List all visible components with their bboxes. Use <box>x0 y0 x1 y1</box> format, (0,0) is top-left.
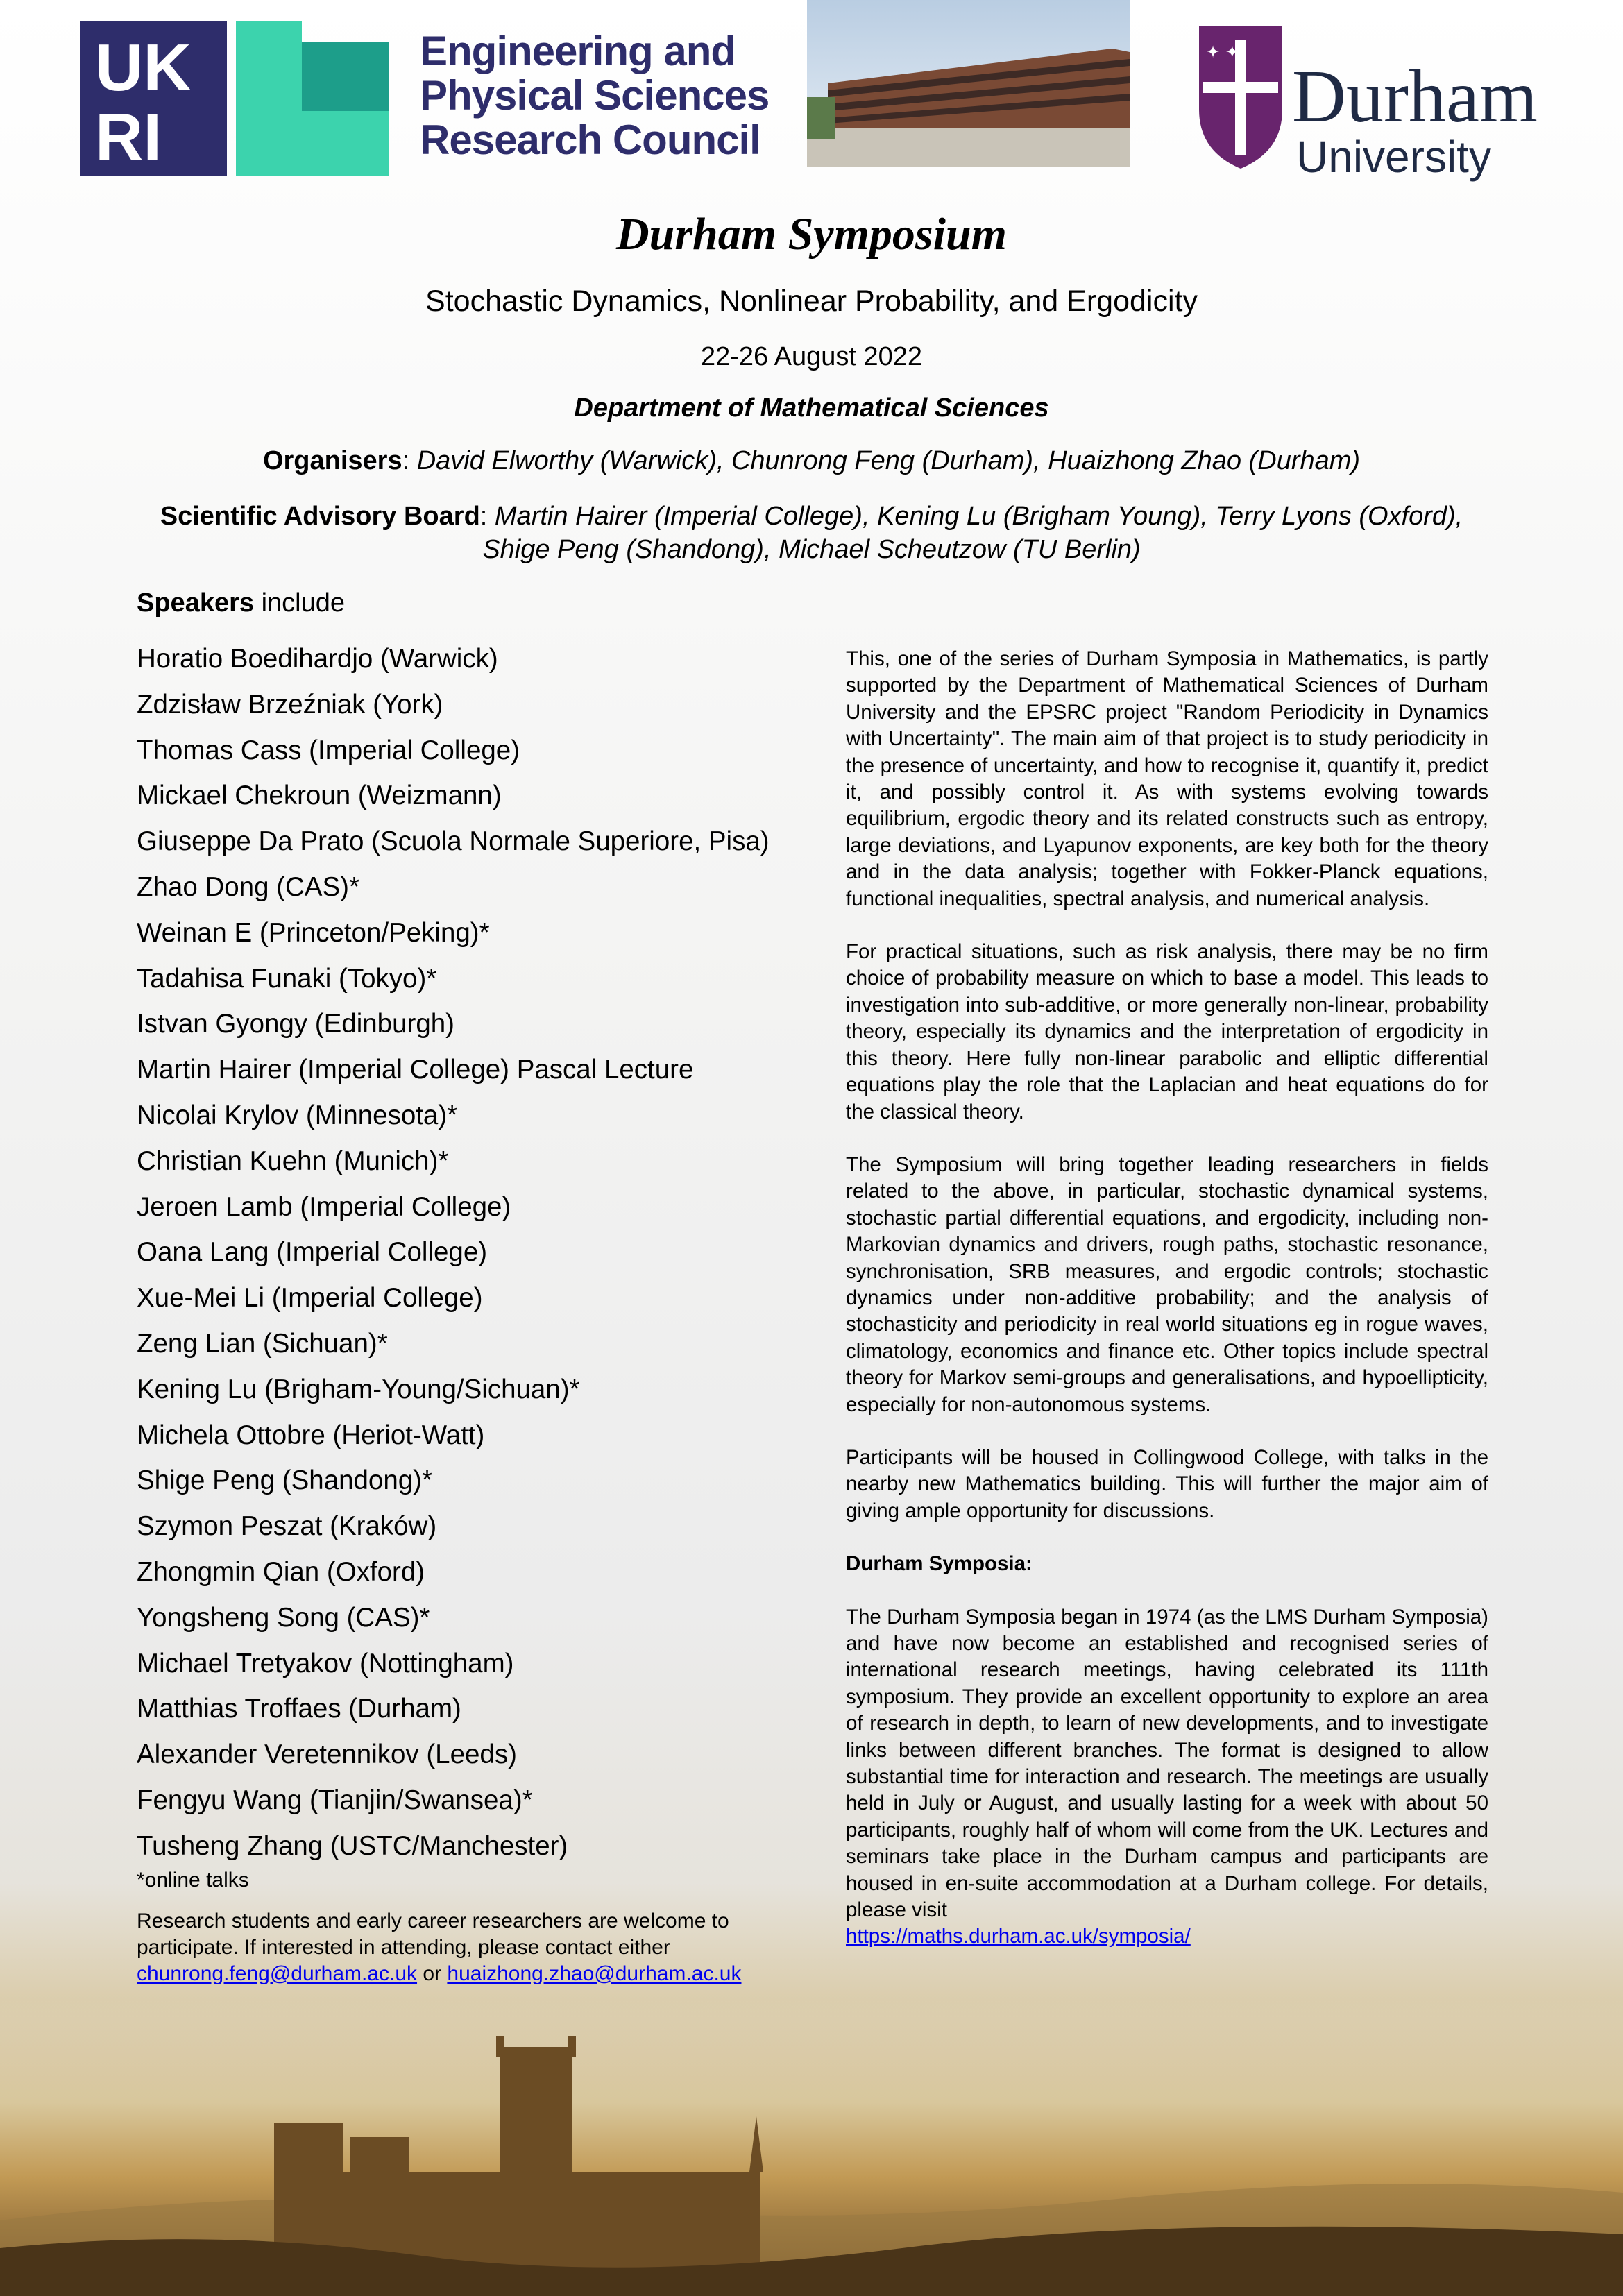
department-name: Department of Mathematical Sciences <box>574 393 1049 423</box>
ukri-logo <box>80 21 389 176</box>
speaker-item: Horatio Boedihardjo (Warwick) <box>137 644 498 674</box>
speaker-item: Martin Hairer (Imperial College) Pascal Lecture <box>137 1055 694 1085</box>
organisers-label: Organisers <box>262 446 402 475</box>
speaker-item: Zdzisław Brzeźniak (York) <box>137 689 443 720</box>
symposia-heading: Durham Symposia: <box>846 1552 1033 1576</box>
speaker-item: Yongsheng Song (CAS)* <box>137 1602 430 1633</box>
research-note-text: Research students and early career researchers are welcome to participate. If interested in attending, please contact either <box>137 1910 729 1959</box>
research-students-note <box>137 1908 803 1987</box>
speaker-item: Mickael Chekroun (Weizmann) <box>137 781 502 811</box>
symposium-dates: 22-26 August 2022 <box>700 342 923 371</box>
organisers-names: David Elworthy (Warwick), Chunrong Feng (Durham), Huaizhong Zhao (Durham) <box>416 446 1361 475</box>
or-text: or <box>417 1962 448 1985</box>
paragraph-topics: The Symposium will bring together leading researchers in fields related to the above, in particular, stochastic dynamical systems, stochastic partial differential equations, and ergodicity, including non-Markovian dynamics and drivers, rough paths, stochastic resonance, synchronisation, SRB measures, and ergodic controls; stochastic dynamics under non-additive probability; and the analysis of stochasticity and periodicity in real world situations eg in rogue waves, climatology, economics and finance etc. Other topics include spectral theory for Markov semi-groups and generalisations, and hypoellipticity, especially for non-autonomous systems. <box>846 1153 1488 1416</box>
speaker-item: Michela Ottobre (Heriot-Watt) <box>137 1420 485 1450</box>
online-talks-note: *online talks <box>137 1869 249 1891</box>
speaker-item: Oana Lang (Imperial College) <box>137 1237 488 1268</box>
building-photo <box>807 0 1130 167</box>
speaker-item: Nicolai Krylov (Minnesota)* <box>137 1100 458 1130</box>
speaker-item: Jeroen Lamb (Imperial College) <box>137 1191 511 1222</box>
advisory-board: Scientific Advisory Board: Martin Hairer (Imperial College), Kening Lu (Brigham Young), Terry Lyons (Oxford), Shige Peng (Shandong), Michael Scheutzow (TU Berlin) <box>160 502 1463 564</box>
advisory-label: Scientific Advisory Board <box>160 502 480 531</box>
speaker-item: Matthias Troffaes (Durham) <box>137 1694 461 1724</box>
speaker-item: Zhongmin Qian (Oxford) <box>137 1556 425 1587</box>
paragraph-accommodation: Participants will be housed in Collingwood College, with talks in the nearby new Mathematics building. This will further the major aim of giving ample opportunity for discussions. <box>846 1445 1488 1522</box>
speaker-item: Kening Lu (Brigham-Young/Sichuan)* <box>137 1374 580 1404</box>
email-link-feng[interactable]: chunrong.feng@durham.ac.uk <box>137 1962 418 1985</box>
durham-word: Durham <box>1292 56 1538 138</box>
svg-text:✦ ✦: ✦ ✦ <box>1206 42 1239 62</box>
symposia-link[interactable]: https://maths.durham.ac.uk/symposia/ <box>846 1925 1191 1948</box>
paragraph-symposia-history <box>846 1604 1488 1950</box>
symposium-title: Durham Symposium <box>616 209 1007 260</box>
description-column <box>846 646 1488 1950</box>
speaker-item: Fengyu Wang (Tianjin/Swansea)* <box>137 1785 533 1815</box>
speaker-item: Tusheng Zhang (USTC/Manchester) <box>137 1830 568 1861</box>
epsrc-name <box>420 29 808 162</box>
advisory-names-2: Shige Peng (Shandong), Michael Scheutzow (TU Berlin) <box>482 535 1141 564</box>
email-link-zhao[interactable]: huaizhong.zhao@durham.ac.uk <box>447 1962 742 1985</box>
symposia-history-text: The Durham Symposia began in 1974 (as the LMS Durham Symposia) and have now become an established and recognised series of international research meetings, having celebrated its 111th symposium. They provide an excellent opportunity to explore an area of research in depth, to learn of new developments, and to investigate links between different branches. The format is designed to allow substantial time for interaction and research. The meetings are usually held in July or August, and usually lasting for a week with about 50 participants, roughly half of whom will come from the UK. Lectures and seminars take place in the Durham campus and participants are housed in en-suite accommodation at a Durham college. For details, please visit <box>846 1605 1488 1922</box>
speaker-item: Zhao Dong (CAS)* <box>137 871 359 902</box>
speakers-heading-rest: include <box>254 588 345 618</box>
durham-wordmark <box>1292 56 1538 182</box>
speaker-item: Szymon Peszat (Kraków) <box>137 1511 437 1542</box>
epsrc-line-1: Engineering and <box>420 28 736 74</box>
durham-skyline-photo <box>0 1998 1623 2296</box>
speaker-item: Weinan E (Princeton/Peking)* <box>137 917 490 948</box>
speakers-list <box>137 636 770 1869</box>
speaker-item: Michael Tretyakov (Nottingham) <box>137 1648 514 1678</box>
durham-university: University <box>1296 132 1491 182</box>
epsrc-line-2: Physical Sciences <box>420 72 770 119</box>
speaker-item: Xue-Mei Li (Imperial College) <box>137 1283 483 1313</box>
speaker-item: Tadahisa Funaki (Tokyo)* <box>137 963 437 994</box>
speaker-item: Zeng Lian (Sichuan)* <box>137 1328 388 1359</box>
speakers-heading <box>137 588 345 618</box>
organisers-line: Organisers: David Elworthy (Warwick), Chunrong Feng (Durham), Huaizhong Zhao (Durham) <box>262 446 1361 475</box>
symposium-subtitle: Stochastic Dynamics, Nonlinear Probability, and Ergodicity <box>425 284 1198 318</box>
paragraph-nonlinear: For practical situations, such as risk analysis, there may be no firm choice of probability measure on which to base a model. This leads to investigation into sub-additive, or more generally non-linear, probability theory, especially its dynamics and the interpretation of ergodicity in this theory. Here fully non-linear parabolic and elliptic differential equations play the role that the Laplacian and heat equations do for the classical theory. <box>846 940 1488 1123</box>
speaker-item: Christian Kuehn (Munich)* <box>137 1146 449 1176</box>
epsrc-line-3: Research Council <box>420 117 760 163</box>
speaker-item: Shige Peng (Shandong)* <box>137 1465 432 1496</box>
speakers-heading-bold: Speakers <box>137 588 255 618</box>
speaker-item: Alexander Veretennikov (Leeds) <box>137 1740 517 1770</box>
advisory-names-1: Martin Hairer (Imperial College), Kening Lu (Brigham Young), Terry Lyons (Oxford), <box>494 502 1463 531</box>
speaker-item: Giuseppe Da Prato (Scuola Normale Superiore, Pisa) <box>137 826 770 857</box>
speaker-item: Thomas Cass (Imperial College) <box>137 735 520 765</box>
ukri-letters-bottom: RI <box>95 100 162 174</box>
speaker-item: Istvan Gyongy (Edinburgh) <box>137 1009 454 1039</box>
ukri-letters-top: UK <box>95 31 192 105</box>
paragraph-overview: This, one of the series of Durham Symposia in Mathematics, is partly supported by the Department of Mathematical Sciences of Durham University and the EPSRC project "Random Periodicity in Dynamics with Uncertainty". The main aim of that project is to study periodicity in the presence of uncertainty, and how to recognise it, quantify it, predict it, and possibly control it. As with systems evolving towards equilibrium, ergodic theory and its related constructs such as entropy, large deviations, and Lyapunov exponents, are key both for the theory and in the data analysis; together with Fokker-Planck equations, functional inequalities, spectral analysis, and numerical analysis. <box>846 647 1488 910</box>
